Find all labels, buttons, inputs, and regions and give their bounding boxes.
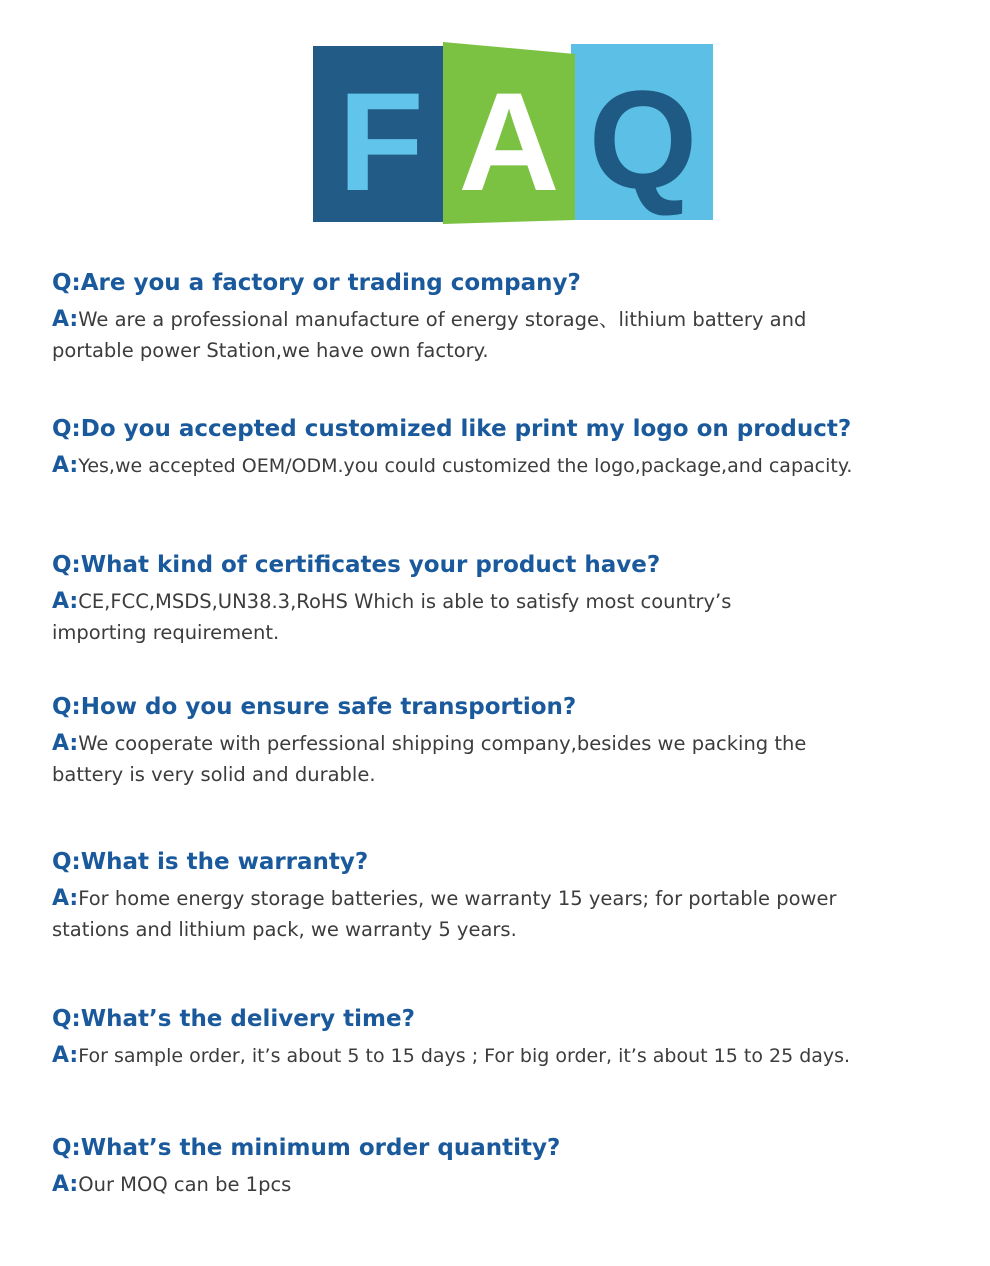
faq-item-delivery bbox=[52, 1004, 962, 1072]
faq-logo bbox=[313, 42, 713, 224]
logo-letter-q: Q bbox=[588, 61, 698, 218]
logo-letter-a: A bbox=[458, 63, 560, 220]
faq-item-certificates bbox=[52, 550, 962, 648]
faq-question: Q:What’s the delivery time? bbox=[52, 1006, 415, 1032]
answer-prefix: A: bbox=[52, 307, 79, 332]
faq-item-moq bbox=[52, 1133, 962, 1200]
faq-answer bbox=[52, 728, 882, 790]
faq-answer-text: Our MOQ can be 1pcs bbox=[78, 1173, 292, 1196]
answer-prefix: A: bbox=[52, 886, 79, 911]
faq-answer bbox=[52, 1169, 962, 1200]
answer-prefix: A: bbox=[52, 731, 79, 756]
faq-question: Q:Do you accepted customized like print my logo on product? bbox=[52, 416, 852, 442]
faq-answer-text: We are a professional manufacture of energy storage、lithium battery and portable power Station,we have own factory. bbox=[52, 308, 807, 362]
faq-question: Q:What’s the minimum order quantity? bbox=[52, 1135, 561, 1161]
faq-question: Q:What kind of certificates your product have? bbox=[52, 552, 661, 578]
faq-answer bbox=[52, 586, 792, 648]
faq-question: Q:What is the warranty? bbox=[52, 849, 369, 875]
faq-item-warranty bbox=[52, 847, 962, 945]
faq-answer bbox=[52, 1040, 962, 1072]
faq-answer bbox=[52, 450, 962, 482]
answer-prefix: A: bbox=[52, 453, 79, 478]
faq-answer-text: CE,FCC,MSDS,UN38.3,RoHS Which is able to satisfy most country’s importing requirement. bbox=[52, 590, 732, 644]
faq-answer-text: We cooperate with perfessional shipping company,besides we packing the battery is very solid and durable. bbox=[52, 732, 807, 786]
faq-item-factory bbox=[52, 268, 962, 366]
logo-letter-f: F bbox=[338, 63, 424, 220]
faq-logo-graphic bbox=[313, 42, 713, 224]
faq-question: Q:How do you ensure safe transportion? bbox=[52, 694, 577, 720]
answer-prefix: A: bbox=[52, 1043, 79, 1068]
faq-answer bbox=[52, 883, 912, 945]
faq-answer-text: For sample order, it’s about 5 to 15 days ; For big order, it’s about 15 to 25 days. bbox=[78, 1045, 851, 1067]
faq-item-customized bbox=[52, 414, 962, 482]
faq-answer bbox=[52, 304, 882, 366]
faq-item-transportion bbox=[52, 692, 962, 790]
faq-question: Q:Are you a factory or trading company? bbox=[52, 270, 581, 296]
answer-prefix: A: bbox=[52, 589, 79, 614]
faq-answer-text: Yes,we accepted OEM/ODM.you could customized the logo,package,and capacity. bbox=[78, 455, 853, 477]
faq-answer-text: For home energy storage batteries, we warranty 15 years; for portable power stations and lithium pack, we warranty 5 years. bbox=[52, 887, 837, 941]
answer-prefix: A: bbox=[52, 1172, 79, 1197]
